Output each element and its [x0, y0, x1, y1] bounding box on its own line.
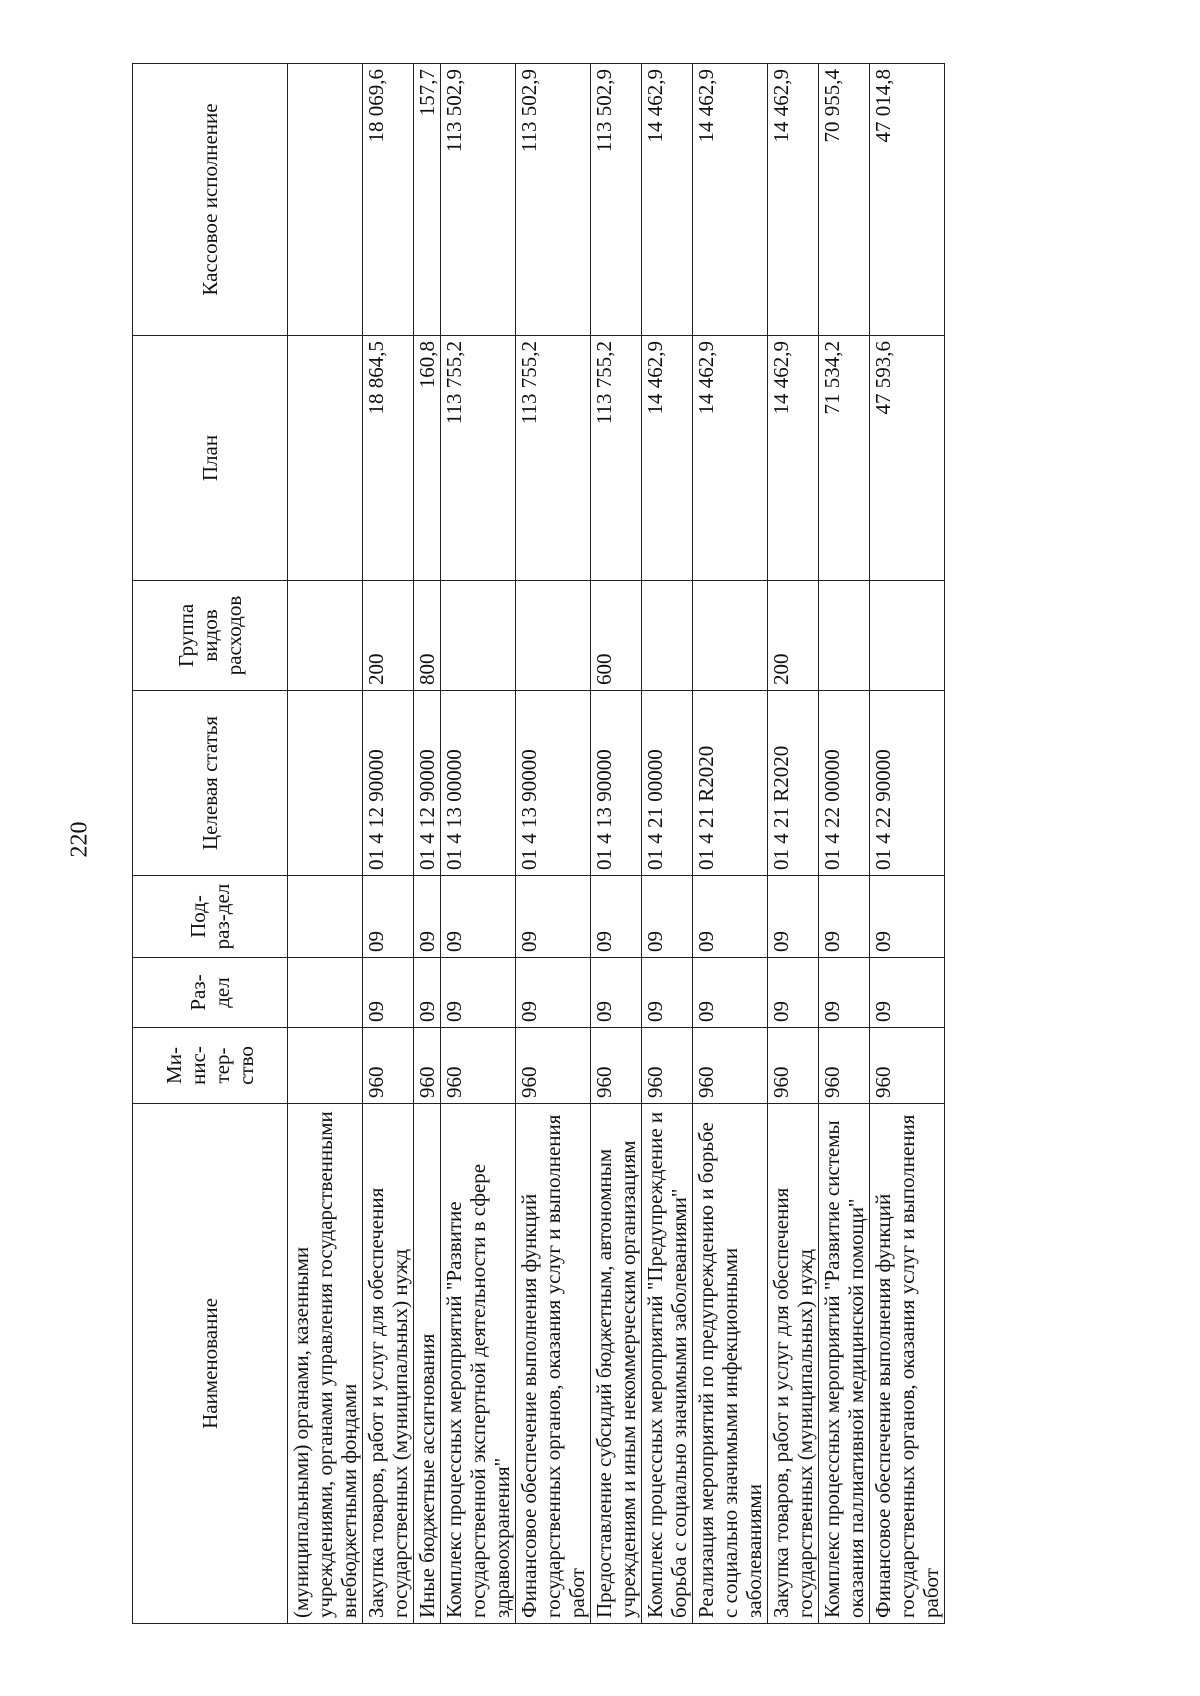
cell-subsection: 09	[363, 876, 414, 958]
cell-exec: 47 014,8	[870, 64, 945, 336]
table-row	[870, 64, 945, 1624]
cell-section: 09	[870, 958, 945, 1028]
cell-target: 01 4 12 90000	[414, 691, 441, 876]
cell-name: Закупка товаров, работ и услуг для обеспечения государственных (муниципальных) нужд	[363, 1104, 414, 1624]
table-row	[288, 64, 363, 1624]
cell-section: 09	[819, 958, 870, 1028]
cell-ministry: 960	[441, 1028, 516, 1104]
cell-ministry: 960	[642, 1028, 693, 1104]
table-row	[819, 64, 870, 1624]
header-ministry: Ми-нис-тер-ство	[133, 1028, 288, 1104]
cell-group	[870, 581, 945, 691]
cell-section: 09	[642, 958, 693, 1028]
cell-group: 200	[363, 581, 414, 691]
cell-section: 09	[441, 958, 516, 1028]
cell-name: (муниципальными) органами, казенными учреждениями, органами управления государственными внебюджетными фондами	[288, 1104, 363, 1624]
table-row	[642, 64, 693, 1624]
cell-ministry: 960	[516, 1028, 591, 1104]
budget-table	[132, 63, 945, 1624]
cell-ministry: 960	[819, 1028, 870, 1104]
cell-target	[288, 691, 363, 876]
cell-ministry: 960	[768, 1028, 819, 1104]
cell-exec	[288, 64, 363, 336]
cell-subsection: 09	[642, 876, 693, 958]
header-subsection: Под-раз-дел	[133, 876, 288, 958]
cell-name: Комплекс процессных мероприятий "Развитие системы оказания паллиативной медицинской помощи"	[819, 1104, 870, 1624]
cell-subsection: 09	[819, 876, 870, 958]
cell-section	[288, 958, 363, 1028]
cell-group	[693, 581, 768, 691]
cell-group	[642, 581, 693, 691]
page-number: 220	[66, 821, 93, 858]
table-row	[414, 64, 441, 1624]
cell-subsection: 09	[591, 876, 642, 958]
header-row	[133, 64, 288, 1624]
cell-target: 01 4 22 90000	[870, 691, 945, 876]
cell-name: Комплекс процессных мероприятий "Развитие государственной экспертной деятельности в сфере здравоохранения"	[441, 1104, 516, 1624]
cell-name: Финансовое обеспечение выполнения функций государственных органов, оказания услуг и выполнения работ	[870, 1104, 945, 1624]
cell-plan: 18 864,5	[363, 336, 414, 581]
cell-name: Закупка товаров, работ и услуг для обеспечения государственных (муниципальных) нужд	[768, 1104, 819, 1624]
cell-exec: 14 462,9	[693, 64, 768, 336]
table-row	[516, 64, 591, 1624]
cell-target: 01 4 21 R2020	[693, 691, 768, 876]
cell-section: 09	[414, 958, 441, 1028]
cell-exec: 18 069,6	[363, 64, 414, 336]
cell-target: 01 4 12 90000	[363, 691, 414, 876]
cell-ministry: 960	[591, 1028, 642, 1104]
cell-subsection: 09	[870, 876, 945, 958]
cell-ministry: 960	[870, 1028, 945, 1104]
cell-name: Предоставление субсидий бюджетным, автономным учреждениям и иным некоммерческим организациям	[591, 1104, 642, 1624]
table-row	[693, 64, 768, 1624]
cell-target: 01 4 13 90000	[516, 691, 591, 876]
cell-exec: 113 502,9	[591, 64, 642, 336]
cell-name: Финансовое обеспечение выполнения функций государственных органов, оказания услуг и выполнения работ	[516, 1104, 591, 1624]
cell-plan: 14 462,9	[768, 336, 819, 581]
cell-plan: 47 593,6	[870, 336, 945, 581]
header-plan: План	[133, 336, 288, 581]
cell-group: 200	[768, 581, 819, 691]
cell-name: Комплекс процессных мероприятий "Предупреждение и борьба с социально значимыми заболеваниями"	[642, 1104, 693, 1624]
cell-ministry: 960	[693, 1028, 768, 1104]
cell-exec: 70 955,4	[819, 64, 870, 336]
cell-plan: 113 755,2	[441, 336, 516, 581]
cell-subsection: 09	[768, 876, 819, 958]
cell-group	[288, 581, 363, 691]
cell-section: 09	[363, 958, 414, 1028]
cell-section: 09	[591, 958, 642, 1028]
cell-plan: 160,8	[414, 336, 441, 581]
header-section: Раз-дел	[133, 958, 288, 1028]
cell-section: 09	[768, 958, 819, 1028]
table-row	[591, 64, 642, 1624]
cell-target: 01 4 13 00000	[441, 691, 516, 876]
header-target: Целевая статья	[133, 691, 288, 876]
cell-exec: 157,7	[414, 64, 441, 336]
table-row	[768, 64, 819, 1624]
cell-exec: 14 462,9	[768, 64, 819, 336]
cell-exec: 113 502,9	[441, 64, 516, 336]
rotated-table-wrapper	[132, 64, 1092, 1624]
cell-ministry: 960	[414, 1028, 441, 1104]
cell-target: 01 4 22 00000	[819, 691, 870, 876]
cell-subsection: 09	[516, 876, 591, 958]
cell-ministry	[288, 1028, 363, 1104]
cell-subsection: 09	[414, 876, 441, 958]
cell-name: Реализация мероприятий по предупреждению и борьбе с социально значимыми инфекционными заболеваниями	[693, 1104, 768, 1624]
header-group: Группа видов расходов	[133, 581, 288, 691]
table-row	[441, 64, 516, 1624]
cell-group	[516, 581, 591, 691]
cell-target: 01 4 13 90000	[591, 691, 642, 876]
cell-group: 600	[591, 581, 642, 691]
cell-target: 01 4 21 R2020	[768, 691, 819, 876]
cell-group	[441, 581, 516, 691]
header-name: Наименование	[133, 1104, 288, 1624]
cell-exec: 113 502,9	[516, 64, 591, 336]
cell-plan: 14 462,9	[642, 336, 693, 581]
cell-plan: 71 534,2	[819, 336, 870, 581]
cell-subsection: 09	[441, 876, 516, 958]
cell-plan: 14 462,9	[693, 336, 768, 581]
cell-plan	[288, 336, 363, 581]
cell-group: 800	[414, 581, 441, 691]
header-exec: Кассовое исполнение	[133, 64, 288, 336]
cell-group	[819, 581, 870, 691]
cell-plan: 113 755,2	[591, 336, 642, 581]
cell-name: Иные бюджетные ассигнования	[414, 1104, 441, 1624]
cell-subsection: 09	[693, 876, 768, 958]
cell-subsection	[288, 876, 363, 958]
cell-exec: 14 462,9	[642, 64, 693, 336]
table-row	[363, 64, 414, 1624]
cell-target: 01 4 21 00000	[642, 691, 693, 876]
cell-ministry: 960	[363, 1028, 414, 1104]
cell-plan: 113 755,2	[516, 336, 591, 581]
cell-section: 09	[516, 958, 591, 1028]
cell-section: 09	[693, 958, 768, 1028]
